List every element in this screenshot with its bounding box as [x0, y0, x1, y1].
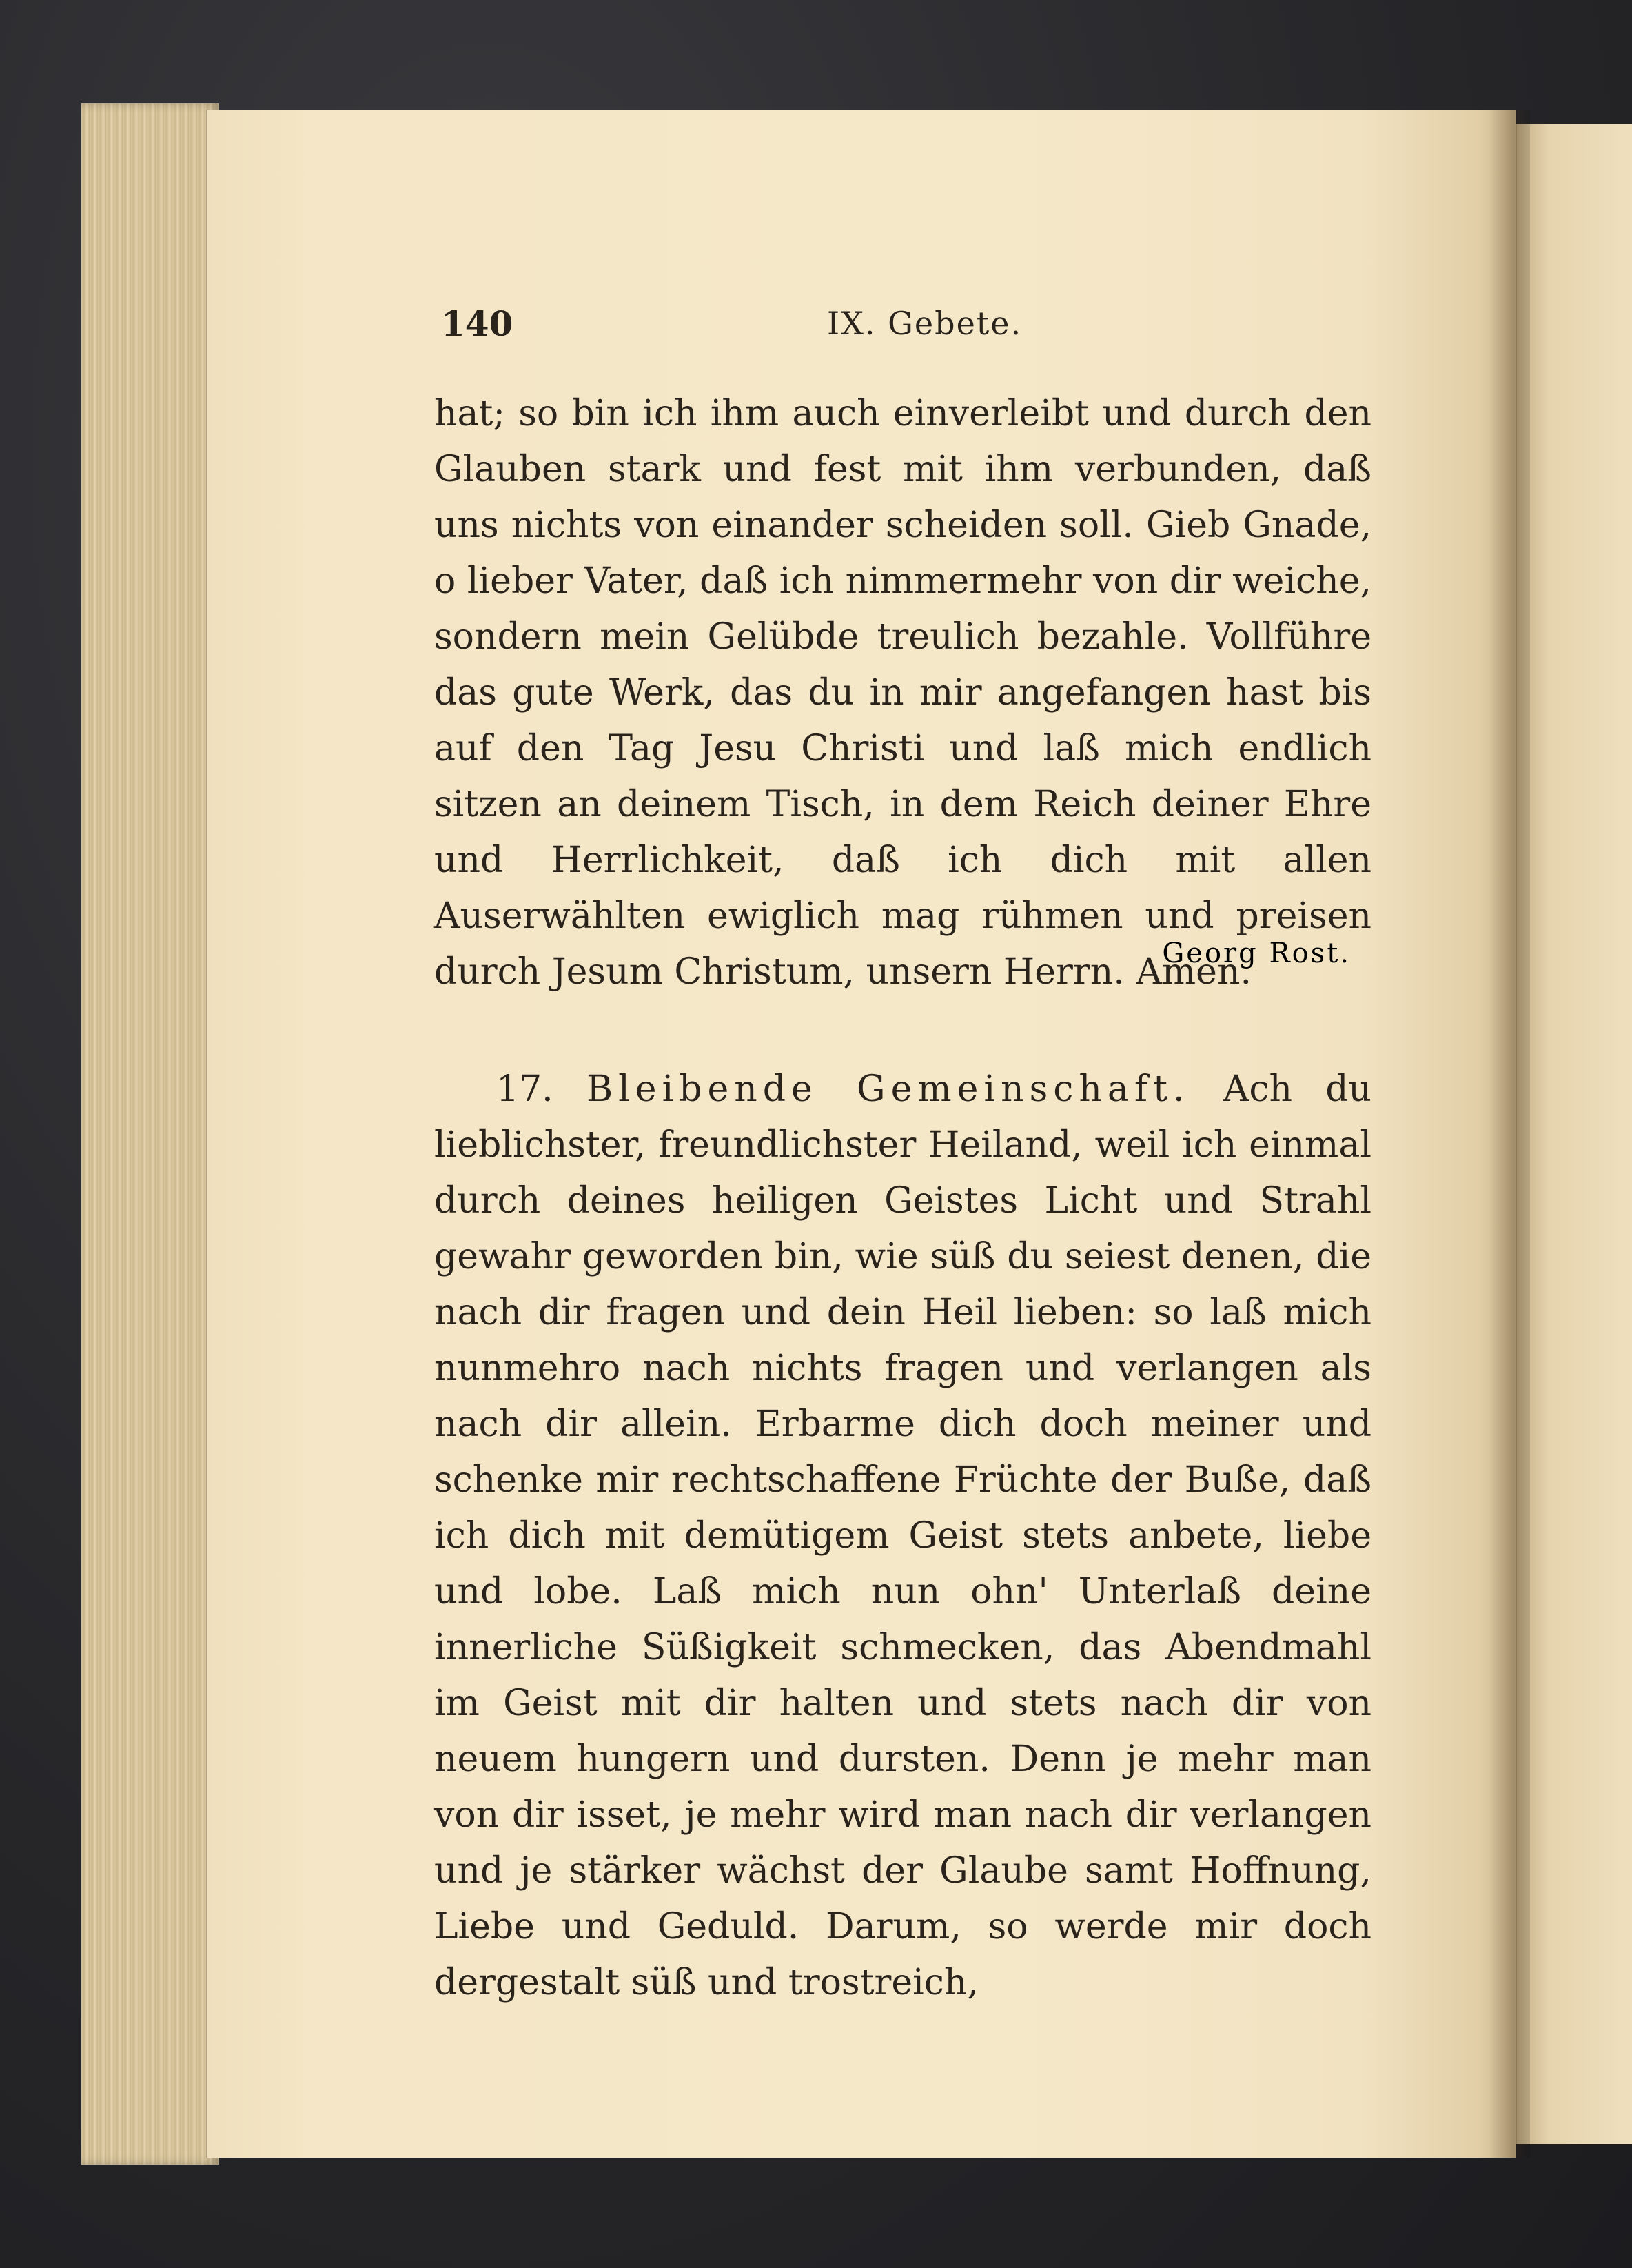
prayer-title: Bleibende Gemeinschaft.	[586, 1069, 1190, 1110]
prayer-17-paragraph	[434, 1062, 1371, 2011]
facing-page	[1513, 124, 1632, 2144]
section-title: IX. Gebete.	[827, 305, 1023, 342]
running-head	[441, 303, 1365, 345]
prayer-end-paragraph	[434, 386, 1371, 1000]
page-number: 140	[441, 303, 513, 344]
gutter-shadow	[1489, 110, 1530, 2158]
prayer-end-text: hat; so bin ich ihm auch einverleibt und durch den Glauben stark und fest mit ihm verbunden, daß uns nichts von einander scheiden soll. Gieb Gnade, o lieber Vater, daß ich nimmermehr von dir weiche, sondern mein Gelübde treulich bezahle. Vollführe das gute Werk, das du in mir angefangen hast bis auf den Tag Jesu Christi und laß mich endlich sitzen an deinem Tisch, in dem Reich deiner Ehre und Herrlichkeit, daß ich dich mit allen Auserwählten ewiglich mag rühmen und preisen durch Jesum Christum, unsern Herrn. Amen.	[434, 393, 1371, 993]
prayer-number: 17.	[496, 1069, 553, 1110]
author-signature: Georg Rost.	[1162, 938, 1351, 969]
prayer-17-text: Ach du lieblichster, freundlichster Heiland, weil ich einmal durch deines heiligen Geistes Licht und Strahl gewahr geworden bin, wie süß du seiest denen, die nach dir fragen und dein Heil lieben: so laß mich nunmehro nach nichts fragen und verlangen als nach dir allein. Erbarme dich doch meiner und schenke mir rechtschaffene Früchte der Buße, daß ich dich mit demütigem Geist stets anbete, liebe und lobe. Laß mich nun ohn' Unterlaß deine innerliche Süßigkeit schmecken, das Abendmahl im Geist mit dir halten und stets nach dir von neuem hungern und dursten. Denn je mehr man von dir isset, je mehr wird man nach dir verlangen und je stärker wächst der Glaube samt Hoffnung, Liebe und Geduld. Darum, so werde mir doch dergestalt süß und trostreich,	[434, 1069, 1371, 2003]
page-edges	[81, 103, 219, 2165]
